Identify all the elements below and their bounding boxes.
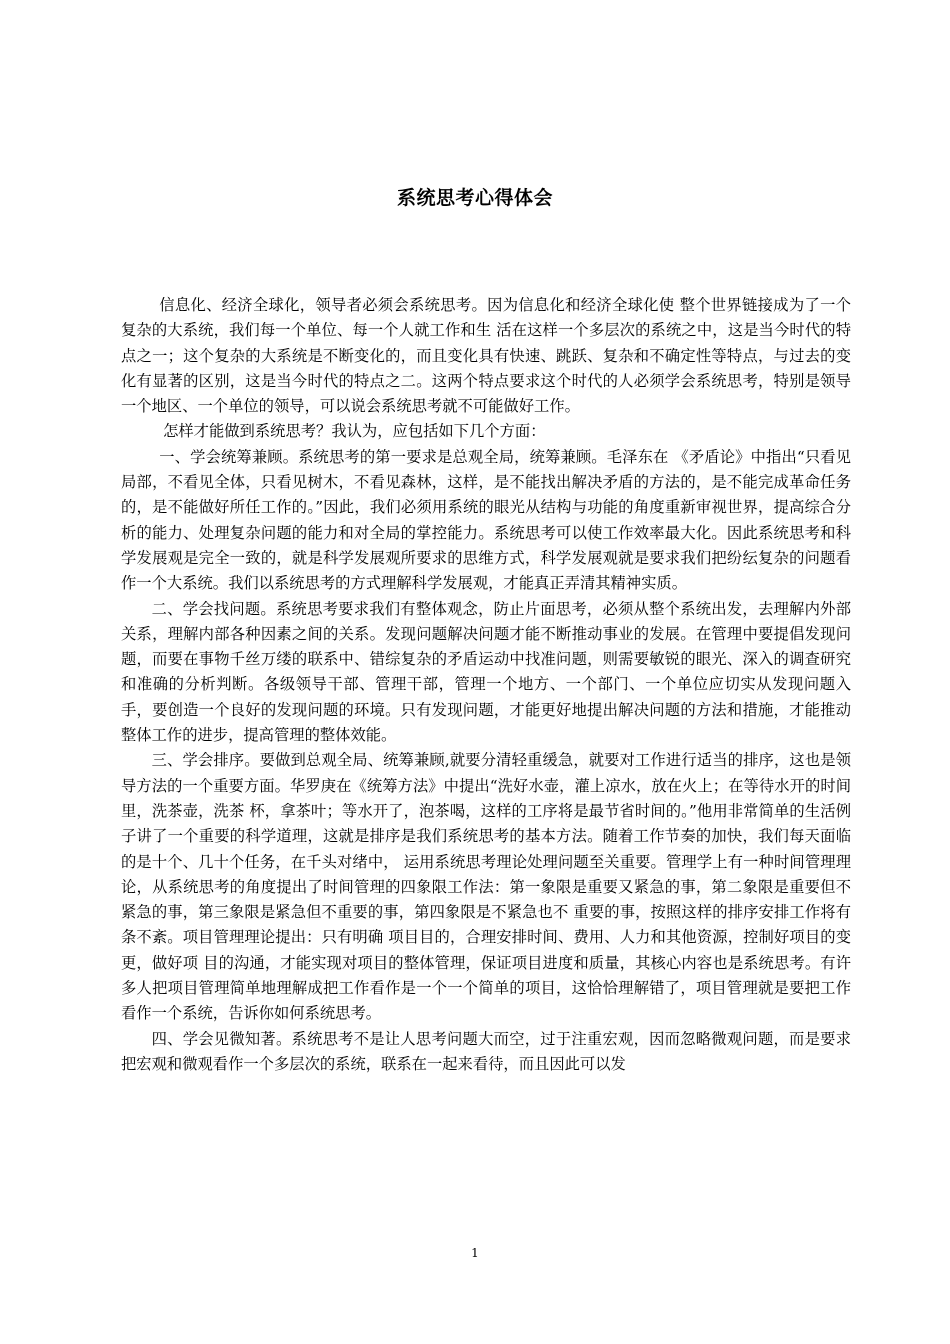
paragraph-point-3: 三、学会排序。要做到总观全局、统筹兼顾,就要分清轻重缓急，就要对工作进行适当的排序，这也是领导方法的一个重要方面。华罗庚在《统筹方法》中提出“洗好水壶，灌上凉水，放在火上；在等待水开的时间里，洗茶壶，洗茶 杯，拿茶叶；等水开了，泡茶喝，这样的工序将是最节省时间的。”他用非常简单的生活例子讲了一个重要的科学道理，这就是排序是我们系统思考的基本方法。随着工作节奏的加快，我们每天面临的是十个、几十个任务，在千头对绪中， 运用系统思考理论处理问题至关重要。管理学上有一种时间管理理论，从系统思考的角度提出了时间管理的四象限工作法：第一象限是重要又紧急的事，第二象限是重要但不紧急的事，第三象限是紧急但不重要的事，第四象限是不紧急也不 重要的事，按照这样的排序安排工作将有条不紊。项目管理理论提出：只有明确 项目目的，合理安排时间、费用、人力和其他资源，控制好项目的变更，做好项 目的沟通，才能实现对项目的整体管理，保证项目进度和质量，其核心内容也是系统思考。有许多人把项目管理简单地理解成把工作看作是一个一个简单的项目，这恰恰理解错了，项目管理就是要把工作看作一个系统，告诉你如何系统思考。: [121, 751, 851, 1023]
paragraph-intro: 信息化、经济全球化，领导者必须会系统思考。因为信息化和经济全球化使 整个世界链接成为了一个复杂的大系统，我们每一个单位、每一个人就工作和生 活在这样一个多层次的系统之中，这是当今时代的特点之一；这个复杂的大系统是不断变化的，而且变化具有快速、跳跃、复杂和不确定性等特点，与过去的变化有显著的区别，这是当今时代的特点之二。这两个特点要求这个时代的人必须学会系统思考，特别是领导一个地区、一个单位的领导，可以说会系统思考就不可能做好工作。: [121, 296, 851, 416]
paragraph-point-1: 一、学会统筹兼顾。系统思考的第一要求是总观全局，统筹兼顾。毛泽东在 《矛盾论》中指出“只看见局部，不看见全体，只看见树木，不看见森林，这样，是不能找出解决矛盾的方法的，是不能完成革命任务的，是不能做好所任工作的。”因此，我们必须用系统的眼光从结构与功能的角度重新审视世界，提高综合分析的能力、处理复杂问题的能力和对全局的掌控能力。系统思考可以使工作效率最大化。因此系统思考和科学发展观是完全一致的，就是科学发展观所要求的思维方式，科学发展观就是要求我们把纷纭复杂的问题看作一个大系统。我们以系统思考的方式理解科学发展观，才能真正弄清其精神实质。: [121, 447, 851, 593]
paragraph-point-2: 二、学会找问题。系统思考要求我们有整体观念，防止片面思考，必须从整个系统出发，去理解内外部关系，理解内部各种因素之间的关系。发现问题解决问题才能不断推动事业的发展。在管理中要提倡发现问题，而要在事物千丝万缕的联系中、错综复杂的矛盾运动中找准问题，则需要敏锐的眼光、深入的调查研究和准确的分析判断。各级领导干部、管理干部，管理一个地方、一个部门、一个单位应切实从发现问题入手，要创造一个良好的发现问题的环境。只有发现问题，才能更好地提出解决问题的方法和措施，才能推动整体工作的进步，提高管理的整体效能。: [121, 599, 851, 745]
document-body: [121, 293, 851, 1077]
page-number: 1: [471, 1246, 479, 1260]
paragraph-point-4: 四、学会见微知著。系统思考不是让人思考问题大而空，过于注重宏观，因而忽略微观问题，而是要求把宏观和微观看作一个多层次的系统，联系在一起来看待，而且因此可以发: [121, 1029, 851, 1073]
paragraph-question: 怎样才能做到系统思考？我认为，应包括如下几个方面：: [163, 422, 546, 441]
document-title: 系统思考心得体会: [396, 187, 553, 209]
